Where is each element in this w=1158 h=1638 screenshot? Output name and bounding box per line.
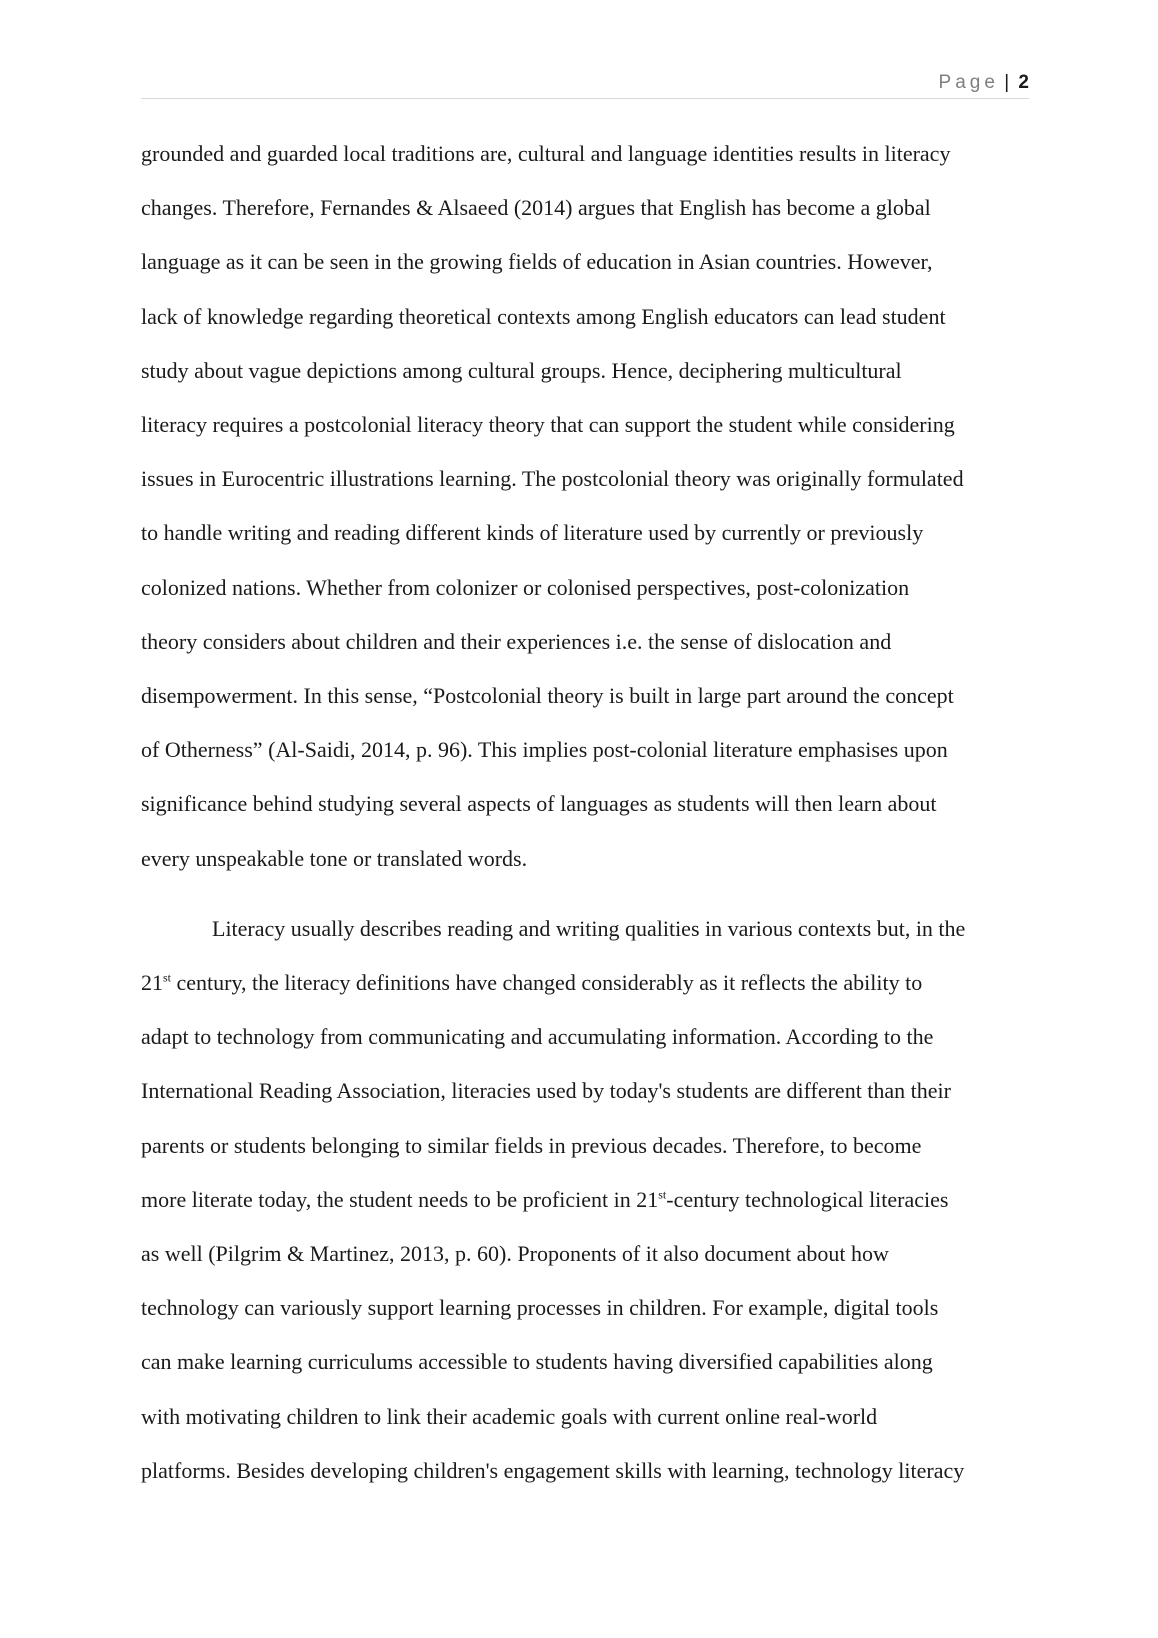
paragraph-1	[141, 127, 1029, 886]
text-line: as well (Pilgrim & Martinez, 2013, p. 60). Proponents of it also document about how	[141, 1241, 889, 1267]
text-line	[141, 956, 1029, 1010]
text-line: disempowerment. In this sense, “Postcolonial theory is built in large part around the concept	[141, 683, 954, 709]
text-line: language as it can be seen in the growing fields of education in Asian countries. However,	[141, 249, 933, 275]
text-line: lack of knowledge regarding theoretical contexts among English educators can lead student	[141, 303, 946, 329]
text-line: literacy requires a postcolonial literacy theory that can support the student while considering	[141, 412, 955, 438]
text-line: issues in Eurocentric illustrations learning. The postcolonial theory was originally formulated	[141, 466, 964, 492]
text-line: to handle writing and reading different kinds of literature used by currently or previously	[141, 520, 924, 546]
paragraph-2	[141, 902, 1029, 1498]
ordinal-number: 21	[141, 970, 163, 996]
ordinal-superscript: st	[163, 970, 172, 985]
text-line: grounded and guarded local traditions are, cultural and language identities results in literacy	[141, 141, 951, 166]
text-segment: century, the literacy definitions have changed considerably as it reflects the ability to	[171, 970, 923, 996]
text-line: significance behind studying several aspects of languages as students will then learn about	[141, 791, 937, 817]
text-line: International Reading Association, literacies used by today's students are different than their	[141, 1078, 951, 1104]
text-segment: -century technological literacies	[666, 1186, 949, 1212]
body-text	[141, 127, 1029, 1498]
text-line: platforms. Besides developing children's engagement skills with learning, technology literacy	[141, 1457, 965, 1483]
text-line: with motivating children to link their academic goals with current online real-world	[141, 1403, 878, 1429]
text-line: study about vague depictions among cultural groups. Hence, deciphering multicultural	[141, 357, 902, 383]
text-line: adapt to technology from communicating and accumulating information. According to the	[141, 1024, 934, 1050]
text-line: colonized nations. Whether from colonizer or colonised perspectives, post-colonization	[141, 574, 910, 600]
page-label: Page	[938, 72, 999, 93]
page-header	[141, 68, 1029, 99]
text-line: can make learning curriculums accessible to students having diversified capabilities along	[141, 1349, 933, 1375]
page-number: 2	[1018, 72, 1029, 93]
text-line: of Otherness” (Al-Saidi, 2014, p. 96). This implies post-colonial literature emphasises upon	[141, 737, 948, 763]
text-segment: more literate today, the student needs to be proficient in 21	[141, 1186, 659, 1212]
text-line	[141, 1173, 1029, 1227]
text-line: Literacy usually describes reading and writing qualities in various contexts but, in the	[212, 915, 966, 941]
text-line: every unspeakable tone or translated words.	[141, 845, 528, 871]
header-separator: |	[1004, 72, 1010, 93]
text-line: changes. Therefore, Fernandes & Alsaeed (2014) argues that English has become a global	[141, 195, 931, 221]
text-line: parents or students belonging to similar fields in previous decades. Therefore, to become	[141, 1132, 922, 1158]
ordinal-superscript: st	[658, 1187, 667, 1202]
text-line: technology can variously support learning processes in children. For example, digital tools	[141, 1295, 939, 1321]
text-line: theory considers about children and their experiences i.e. the sense of dislocation and	[141, 628, 892, 654]
